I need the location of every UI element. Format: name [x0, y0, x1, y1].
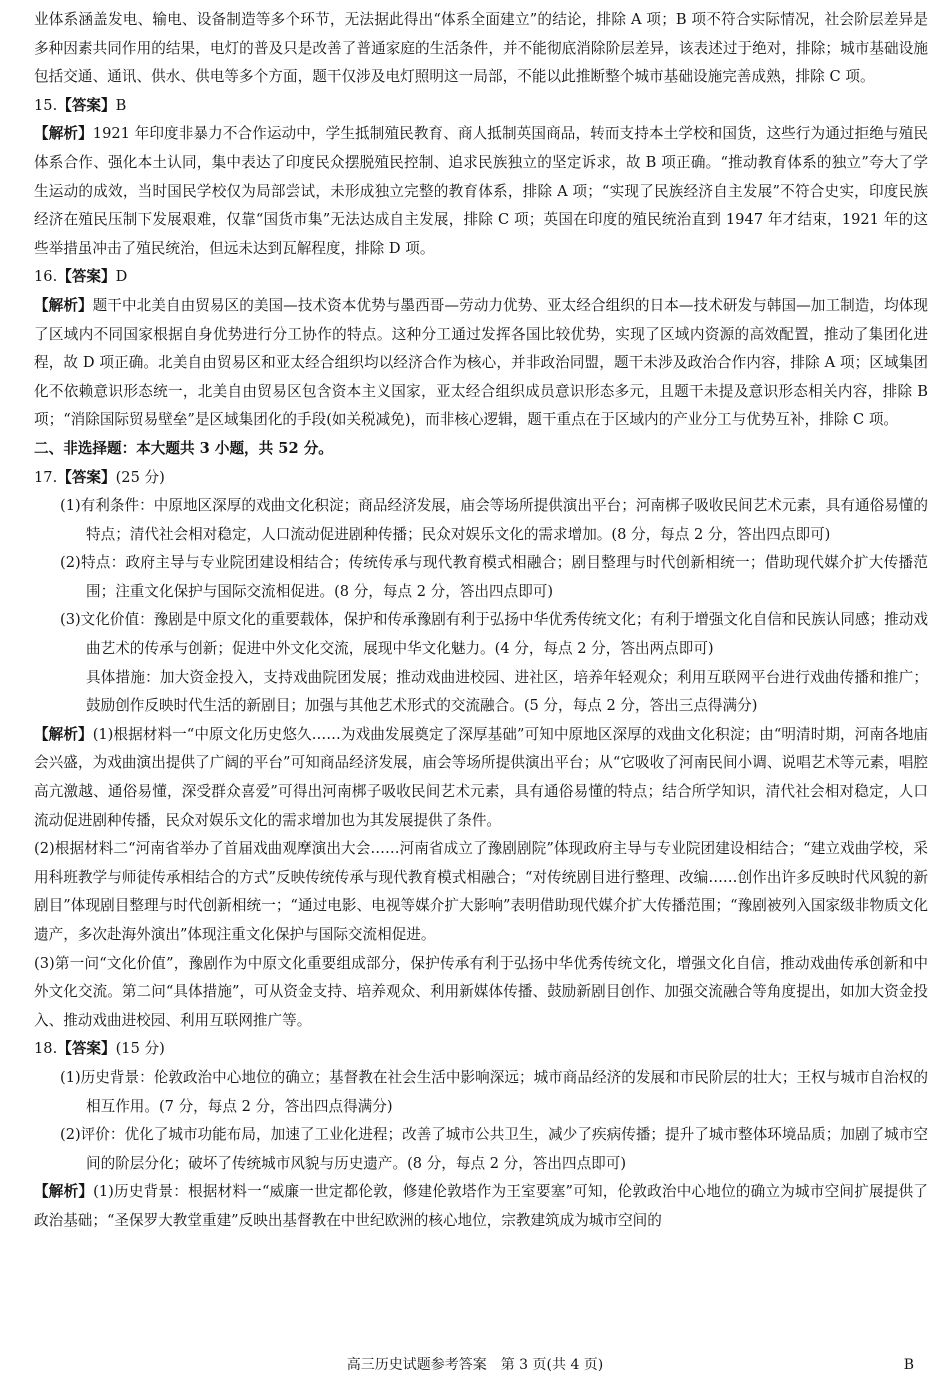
- answer-label: 【答案】: [57, 468, 116, 486]
- analysis-label: 【解析】: [34, 296, 93, 314]
- footer-page-info: 高三历史试题参考答案 第 3 页(共 4 页): [346, 1357, 604, 1373]
- footer-version-letter: B: [903, 1357, 914, 1373]
- answer-label: 【答案】: [57, 96, 116, 114]
- answer-item: (2)评价：优化了城市功能布局，加速了工业化进程；改善了城市公共卫生，减少了疾病传播；提升了城市整体环境品质；加剧了城市空间的阶层分化；破坏了传统城市风貌与历史遗产。(8 分，每点 2 分，答出四点即可): [60, 1126, 928, 1172]
- question-17-block: [34, 464, 928, 1036]
- answer-item: (1)历史背景：伦敦政治中心地位的确立；基督教在社会生活中影响深远；城市商品经济的发展和市民阶层的壮大；王权与城市自治权的相互作用。(7 分，每点 2 分，答出四点得满分): [60, 1068, 928, 1115]
- question-15-analysis: [34, 120, 928, 263]
- answer-item: (3)文化价值：豫剧是中原文化的重要载体，保护和传承豫剧有利于弘扬中华优秀传统文化；有利于增强文化自信和民族认同感；推动戏曲艺术的传承与创新；促进中外文化交流，展现中华文化魅力。(4 分，每点 2 分，答出两点即可): [60, 611, 928, 658]
- score: (25 分): [115, 468, 165, 486]
- question-16-block: [34, 263, 928, 435]
- question-15-answer: [34, 92, 928, 121]
- section-title: 二、非选择题：本大题共 3 小题，共 52 分。: [34, 439, 333, 457]
- analysis-label: 【解析】: [34, 1183, 94, 1201]
- analysis-paragraph: (3)第一问“文化价值”，豫剧作为中原文化重要组成部分，保护传承有利于弘扬中华优秀传统文化，增强文化自信，推动戏曲传承创新和中外文化交流。第二问“具体措施”，可从资金支持、培养观众、利用新媒体传播、鼓励新剧目创作、加强交流融合等角度提出，如加大资金投入、推动戏曲进校园、利用互联网推广等。: [34, 954, 928, 1029]
- question-number: 18.: [34, 1040, 58, 1058]
- analysis-text: 题干中北美自由贸易区的美国—技术资本优势与墨西哥—劳动力优势、亚太经合组织的日本—技术研发与韩国—加工制造，均体现了区域内不同国家根据自身优势进行分工协作的特点。这种分工通过发挥各国比较优势，实现了区域内资源的高效配置，推动了集团化进程，故 D 项正确。北美自由贸易区和亚太经合组织均以经济合作为核心，并非政治同盟，题干未涉及政治合作内容，排除 A 项；区域集团化不依赖意识形态统一，北美自由贸易区包含资本主义国家，亚太经合组织成员意识形态多元，且题干未提及意识形态相关内容，排除 B 项；“消除国际贸易壁垒”是区域集团化的手段(如关税减免)，而非核心逻辑，题干重点在于区域内的产业分工与优势互补，排除 C 项。: [34, 296, 928, 429]
- score: (15 分): [115, 1040, 165, 1058]
- answer-item: (2)特点：政府主导与专业院团建设相结合；传统传承与现代教育模式相融合；剧目整理与时代创新相统一；借助现代媒介扩大传播范围；注重文化保护与国际交流相促进。(8 分，每点 2 分，答出四点即可): [60, 554, 928, 600]
- analysis-paragraph: (2)根据材料二“河南省举办了首届戏曲观摩演出大会……河南省成立了豫剧剧院”体现政府主导与专业院团建设相结合；“建立戏曲学校，采用科班教学与师徒传承相结合的方式”反映传统传承与现代教育模式相融合；“对传统剧目进行整理、改编……创作出许多反映时代风貌的新剧目”体现剧目整理与时代创新相统一；“通过电影、电视等媒介扩大影响”表明借助现代媒介扩大传播范围；“豫剧被列入国家级非物质文化遗产，多次赴海外演出”体现注重文化保护与国际交流相促进。: [34, 840, 928, 943]
- answer-label: 【答案】: [57, 268, 116, 286]
- answer-item: (1)有利条件：中原地区深厚的戏曲文化积淀；商品经济发展，庙会等场所提供演出平台；河南梆子吸收民间艺术元素，具有通俗易懂的特点；清代社会相对稳定，人口流动促进剧种传播；民众对娱乐文化的需求增加。(8 分，每点 2 分，答出四点即可): [60, 497, 928, 543]
- answer-label: 【答案】: [57, 1040, 116, 1058]
- analysis-label: 【解析】: [34, 125, 93, 143]
- analysis-text: (1)根据材料一“中原文化历史悠久……为戏曲发展奠定了深厚基础”可知中原地区深厚的戏曲文化积淀；由“明清时期，河南各地庙会兴盛，为戏曲演出提供了广阔的平台”可知商品经济发展，庙会等场所提供演出平台；从“它吸收了河南民间小调、说唱艺术等元素，唱腔高亢激越、通俗易懂，深受群众喜爱”可得出河南梆子吸收民间艺术元素，具有通俗易懂的特点；结合所学知识，清代社会相对稳定，人口流动促进剧种传播，民众对娱乐文化的需求增加也为其发展提供了条件。: [34, 725, 928, 829]
- question-15-block: [34, 92, 928, 264]
- question-number: 17.: [34, 468, 58, 486]
- question-number: 15.: [34, 96, 58, 114]
- question-17-analysis: [34, 721, 928, 835]
- question-17-answer: [34, 464, 928, 493]
- continued-paragraph: 业体系涵盖发电、输电、设备制造等多个环节，无法据此得出“体系全面建立”的结论，排除 A 项；B 项不符合实际情况，社会阶层差异是多种因素共同作用的结果，电灯的普及只是改善了普通家庭的生活条件，并不能彻底消除阶层差异，该表述过于绝对，排除；城市基础设施包括交通、通讯、供水、供电等多个方面，题干仅涉及电灯照明这一局部，不能以此推断整个城市基础设施完善成熟，排除 C 项。: [34, 11, 928, 86]
- question-16-analysis: [34, 292, 928, 435]
- page-footer: [0, 1351, 950, 1379]
- question-18-analysis: [34, 1178, 928, 1235]
- analysis-label: 【解析】: [34, 725, 93, 743]
- answer-value: D: [115, 268, 128, 286]
- question-16-answer: [34, 263, 928, 292]
- question-18-answer: [34, 1035, 928, 1064]
- answer-item-continuation: 具体措施：加大资金投入，支持戏曲院团发展；推动戏曲进校园、进社区，培养年轻观众；利用互联网平台进行戏曲传播和推广；鼓励创作反映时代生活的新剧目；加强与其他艺术形式的交流融合。(5 分，每点 2 分，答出三点得满分): [86, 668, 928, 715]
- answer-value: B: [115, 96, 127, 114]
- question-18-block: [34, 1035, 928, 1235]
- analysis-text: 1921 年印度非暴力不合作运动中，学生抵制殖民教育、商人抵制英国商品，转而支持本土学校和国货，这些行为通过拒绝与殖民体系合作、强化本土认同，集中表达了印度民众摆脱殖民控制、追求民族独立的坚定诉求，故 B 项正确。“推动教育体系的独立”夸大了学生运动的成效，当时国民学校仅为局部尝试，未形成独立完整的教育体系，排除 A 项；“实现了民族经济自主发展”不符合史实，印度民族经济在殖民压制下发展艰难，仅靠“国货市集”无法达成自主发展，排除 C 项；英国在印度的殖民统治直到 1947 年才结束，1921 年的这些举措虽冲击了殖民统治，但远未达到瓦解程度，排除 D 项。: [34, 125, 928, 257]
- question-number: 16.: [34, 268, 58, 286]
- analysis-text: (1)历史背景：根据材料一“威廉一世定都伦敦，修建伦敦塔作为王室要塞”可知，伦敦政治中心地位的确立为城市空间扩展提供了政治基础；“圣保罗大教堂重建”反映出基督教在中世纪欧洲的核心地位，宗教建筑成为城市空间的: [34, 1183, 928, 1229]
